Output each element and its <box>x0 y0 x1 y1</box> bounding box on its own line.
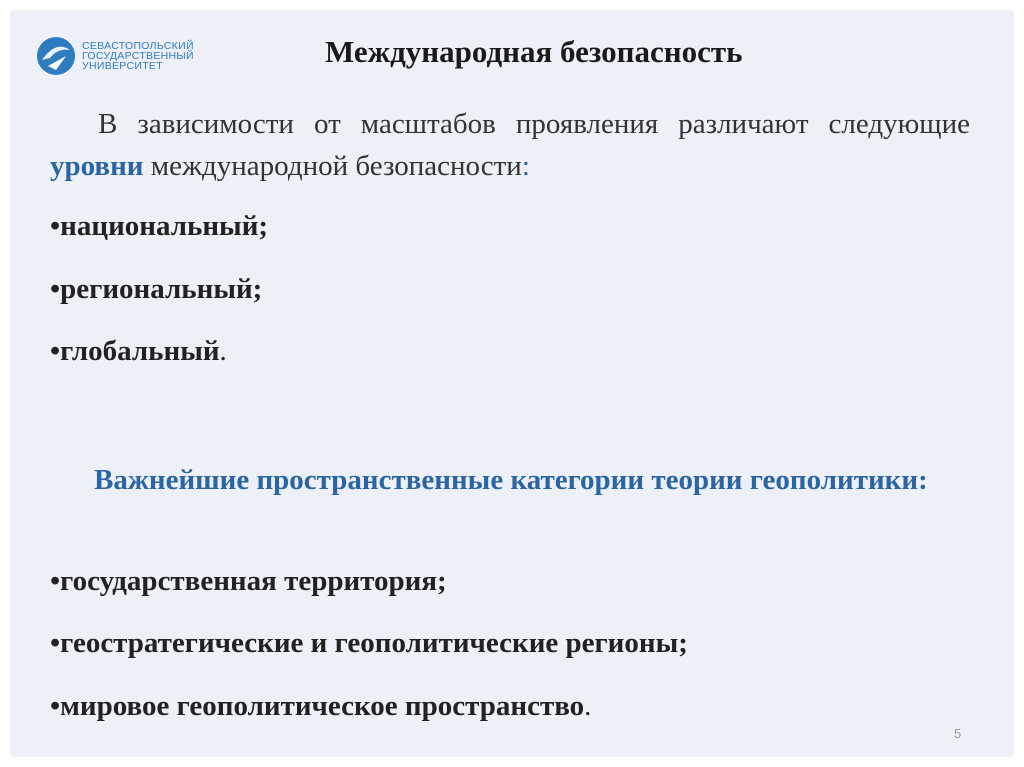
bullet-dot: • <box>50 627 61 659</box>
bullet-dot: • <box>50 210 61 242</box>
logo-line-1: СЕВАСТОПОЛЬСКИЙ <box>82 40 194 52</box>
logo-line-2: ГОСУДАРСТВЕННЫЙ <box>82 50 194 62</box>
level-item <box>50 210 268 243</box>
category-item <box>50 627 688 660</box>
category-text: мировое геополитическое пространство <box>60 690 585 722</box>
slide-title: Международная безопасность <box>325 34 743 69</box>
university-logo <box>36 36 194 76</box>
categories-heading-text: Важнейшие пространственные категории теории геополитики: <box>94 464 928 496</box>
category-tail: . <box>584 690 592 722</box>
logo-text <box>82 41 194 71</box>
level-text: региональный; <box>60 273 263 305</box>
bullet-dot: • <box>50 273 61 305</box>
intro-paragraph <box>50 103 970 187</box>
bullet-dot: • <box>50 565 61 597</box>
level-item <box>50 273 262 306</box>
level-text: национальный; <box>60 210 269 242</box>
level-text: глобальный <box>60 335 220 367</box>
page-number: 5 <box>954 726 962 741</box>
intro-highlight: уровни <box>50 150 144 182</box>
logo-line-3: УНИВЕРСИТЕТ <box>82 60 163 72</box>
category-text: геостратегические и геополитические регионы; <box>60 627 688 659</box>
university-emblem-icon <box>36 36 76 76</box>
level-tail: . <box>219 335 227 367</box>
intro-colon: : <box>521 150 530 182</box>
category-text: государственная территория; <box>60 565 447 597</box>
bullet-dot: • <box>50 335 61 367</box>
category-item <box>50 690 591 723</box>
bullet-dot: • <box>50 690 61 722</box>
category-item <box>50 565 447 598</box>
intro-text-before: В зависимости от масштабов проявления различают следующие <box>98 108 970 140</box>
categories-heading <box>50 459 970 501</box>
level-item <box>50 335 227 368</box>
intro-text-after: международной безопасности <box>143 150 522 182</box>
